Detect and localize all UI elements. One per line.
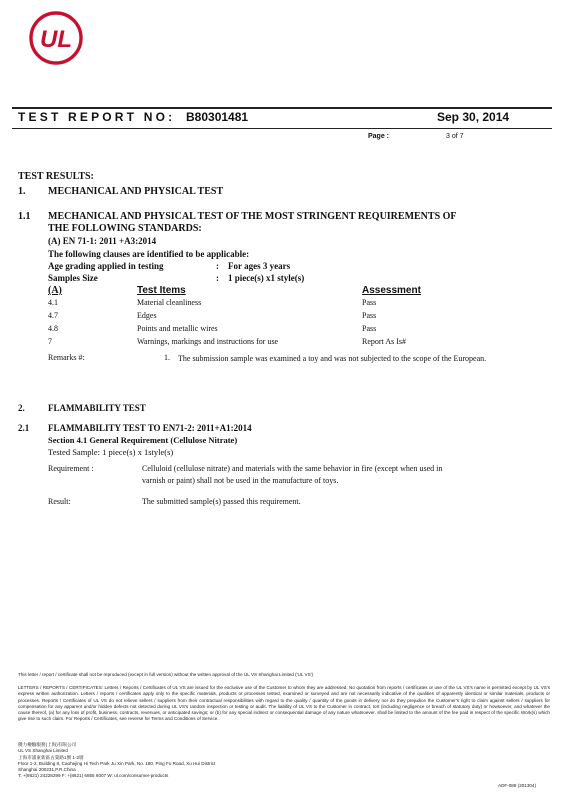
remarks-label: Remarks #: — [48, 353, 85, 362]
address-chinese-street: 上海市浦東新區古棠路1號 1-2層 — [18, 754, 84, 760]
logo-text: UL — [40, 26, 72, 53]
table-cell-item: Points and metallic wires — [137, 324, 218, 333]
table-cell-item: Material cleanliness — [137, 298, 202, 307]
age-label: Age grading applied in testing — [48, 261, 164, 271]
disclaimer-reproduction: This letter / report / certificate shall not be reproduced (except in full version) without the written approval of the UL VS Shanghai Limited ('UL VS') — [18, 672, 314, 677]
ul-logo — [28, 10, 84, 66]
report-number: B80301481 — [186, 110, 249, 124]
samples-label: Samples Size — [48, 273, 98, 283]
section1-1-number: 1.1 — [18, 211, 31, 222]
page-number: 3 of 7 — [446, 133, 464, 140]
header-rule-top — [12, 107, 552, 109]
table-cell-clause: 7 — [48, 337, 52, 346]
report-date: Sep 30, 2014 — [437, 110, 510, 124]
samples-value: 1 piece(s) x1 style(s) — [228, 273, 305, 283]
table-cell-assessment: Report As Is# — [362, 337, 406, 346]
address-company: UL VS Shanghai Limited — [18, 748, 68, 754]
remarks-number: 1. — [164, 353, 170, 362]
section1-number: 1. — [18, 186, 26, 197]
table-cell-assessment: Pass — [362, 311, 377, 320]
section1-1-title-line1: MECHANICAL AND PHYSICAL TEST OF THE MOST STRINGENT REQUIREMENTS OF — [48, 211, 457, 222]
address-contact: T: +(8621) 24228299 F: +(8621) 6855 6007 W: ul.com/consumer-products — [18, 773, 169, 779]
table-cell-assessment: Pass — [362, 324, 377, 333]
address-city: Shanghai 200231,P.R.China — [18, 767, 76, 773]
result-text: The submitted sample(s) passed this requirement. — [142, 497, 301, 506]
section1-1-title-line2: THE FOLLOWING STANDARDS: — [48, 223, 202, 234]
table-header-items: Test Items — [137, 285, 186, 296]
requirement-line1: Celluloid (cellulose nitrate) and materials with the same behavior in fire (except when used in — [142, 464, 443, 473]
results-title: TEST RESULTS: — [18, 171, 94, 182]
requirement-line2: varnish or paint) shall not be used in the manufacture of toys. — [142, 476, 339, 485]
requirement-label: Requirement : — [48, 464, 94, 473]
table-cell-item: Warnings, markings and instructions for use — [137, 337, 279, 346]
section-line: Section 4.1 General Requirement (Cellulose Nitrate) — [48, 435, 238, 445]
page-label: Page : — [368, 133, 390, 140]
form-code: ADF-088 (201304) — [498, 783, 537, 788]
age-colon: : — [216, 261, 219, 271]
table-cell-item: Edges — [137, 311, 157, 320]
section2-number: 2. — [18, 403, 25, 413]
disclaimer-terms: LETTERS / REPORTS / CERTIFICATES: Letters / Reports / Certificates of UL VS are issued for the exclusive use of the Customer to whom they are addressed. No quotation from reports / certificates or use of the UL VS's name is permitted except by UL VS's express written authorization. Letters / reports / certificates apply only to the specific materials, products or processes tested, examined or surveyed and are not necessarily indicative of the qualities of apparently identical or similar materials, products or processes. Reports / Certificates of UL VS do not relieve sellers / suppliers from their contractual responsibilities with regard to the quality / quantity of the goods in delivery nor do they prejudice the Customer's right to claim against sellers / suppliers for compensation for any apparent and/or hidden defects not detected during UL VS's random inspection or testing or audit. The liability of UL VS to the Customer in contract, tort (including negligence or breach of statutory duty) or howsoever, and whatever the cause thereof, (a) for any loss of profit, business, contracts, revenues, or anticipated savings; or (b) for any special indirect or consequential damage of any nature whatsoever, shall be limited to the amount of the fee paid in respect of the specific Work(s) which give rise to such claim. For Reports / Certificates, see reverse for Terms and Conditions of Service. — [18, 685, 550, 722]
section2-1-number: 2.1 — [18, 423, 30, 433]
clauses-note: The following clauses are identified to be applicable: — [48, 249, 250, 259]
table-cell-clause: 4.8 — [48, 324, 58, 333]
standard: (A) EN 71-1: 2011 +A3:2014 — [48, 236, 157, 246]
tested-sample: Tested Sample: 1 piece(s) x 1style(s) — [48, 447, 174, 457]
remarks-text: The submission sample was examined a toy and was not subjected to the scope of the European. — [178, 354, 487, 363]
table-header-assessment: Assessment — [362, 285, 421, 296]
address-street: Floor 1-2, Building 8, Caohejing Hi Tech Park Ju Xin Park, No. 180, Ping Fu Road, Xu Hui District — [18, 760, 216, 766]
header-rule-bottom — [12, 128, 552, 129]
table-cell-clause: 4.7 — [48, 311, 58, 320]
table-cell-clause: 4.1 — [48, 298, 58, 307]
report-label: TEST REPORT NO: — [18, 110, 176, 124]
table-cell-assessment: Pass — [362, 298, 377, 307]
result-label: Result: — [48, 497, 71, 506]
section1-title: MECHANICAL AND PHYSICAL TEST — [48, 186, 224, 197]
samples-colon: : — [216, 273, 219, 283]
company-address — [18, 742, 398, 780]
age-value: For ages 3 years — [228, 261, 291, 271]
section2-title: FLAMMABILITY TEST — [48, 403, 146, 413]
section2-1-title: FLAMMABILITY TEST TO EN71-2: 2011+A1:2014 — [48, 423, 252, 433]
address-chinese-name: 優力檢驗服務(上海)有限公司 — [18, 742, 77, 747]
table-header-clause: (A) — [48, 285, 62, 296]
